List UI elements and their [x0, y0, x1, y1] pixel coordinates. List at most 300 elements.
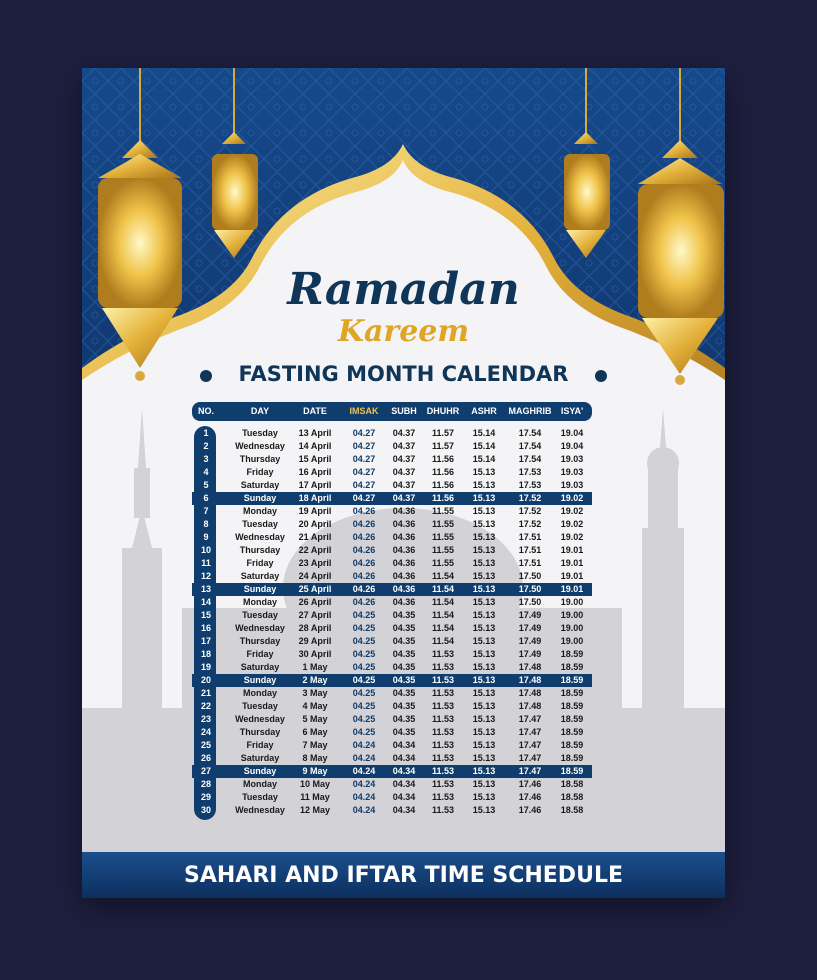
- cell-subh: 04.37: [392, 467, 416, 477]
- cell-dhuhr: 11.53: [431, 753, 455, 763]
- cell-imsak: 04.27: [352, 428, 376, 438]
- cell-day: Tuesday: [242, 792, 278, 802]
- cell-no: 26: [200, 753, 212, 763]
- cell-dhuhr: 11.53: [431, 675, 455, 685]
- cell-date: 27 April: [298, 610, 332, 620]
- cell-isya: 19.00: [560, 610, 584, 620]
- cell-ashr: 15.13: [472, 571, 496, 581]
- cell-dhuhr: 11.56: [431, 467, 455, 477]
- cell-ashr: 15.13: [472, 675, 496, 685]
- cell-maghrib: 17.51: [518, 558, 542, 568]
- cell-ashr: 15.13: [472, 493, 496, 503]
- cell-day: Saturday: [240, 480, 280, 490]
- cell-no: 20: [200, 675, 212, 685]
- cell-subh: 04.36: [392, 519, 416, 529]
- table-body: [192, 427, 592, 817]
- cell-date: 8 May: [302, 753, 328, 763]
- cell-maghrib: 17.49: [518, 649, 542, 659]
- cell-no: 6: [203, 493, 209, 503]
- cell-day: Thursday: [239, 454, 281, 464]
- cell-subh: 04.34: [392, 753, 416, 763]
- cell-isya: 18.59: [560, 753, 584, 763]
- cell-imsak: 04.26: [352, 519, 376, 529]
- cell-maghrib: 17.53: [518, 480, 542, 490]
- cell-date: 18 April: [298, 493, 332, 503]
- cell-day: Monday: [242, 506, 278, 516]
- cell-ashr: 15.13: [472, 792, 496, 802]
- cell-subh: 04.35: [392, 610, 416, 620]
- table-header: [192, 402, 592, 421]
- cell-maghrib: 17.52: [518, 506, 542, 516]
- cell-isya: 18.59: [560, 688, 584, 698]
- cell-date: 2 May: [302, 675, 328, 685]
- cell-dhuhr: 11.53: [431, 714, 455, 724]
- cell-imsak: 04.26: [352, 506, 376, 516]
- cell-dhuhr: 11.54: [431, 584, 455, 594]
- cell-dhuhr: 11.53: [431, 649, 455, 659]
- cell-subh: 04.36: [392, 558, 416, 568]
- cell-isya: 18.59: [560, 675, 584, 685]
- cell-imsak: 04.24: [352, 805, 376, 815]
- cell-no: 19: [200, 662, 212, 672]
- cell-isya: 19.02: [560, 493, 584, 503]
- table-row: [192, 518, 592, 531]
- cell-maghrib: 17.49: [518, 610, 542, 620]
- cell-subh: 04.35: [392, 649, 416, 659]
- cell-ashr: 15.13: [472, 688, 496, 698]
- cell-isya: 19.04: [560, 441, 584, 451]
- cell-ashr: 15.13: [472, 519, 496, 529]
- cell-imsak: 04.27: [352, 467, 376, 477]
- cell-imsak: 04.25: [352, 675, 376, 685]
- cell-day: Sunday: [243, 584, 277, 594]
- cell-ashr: 15.13: [472, 467, 496, 477]
- table-row: [192, 544, 592, 557]
- cell-date: 1 May: [302, 662, 328, 672]
- cell-subh: 04.36: [392, 571, 416, 581]
- cell-subh: 04.36: [392, 545, 416, 555]
- cell-ashr: 15.13: [472, 701, 496, 711]
- cell-subh: 04.37: [392, 493, 416, 503]
- cell-no: 16: [200, 623, 212, 633]
- cell-isya: 19.04: [560, 428, 584, 438]
- cell-isya: 18.59: [560, 662, 584, 672]
- cell-date: 3 May: [302, 688, 328, 698]
- cell-subh: 04.35: [392, 688, 416, 698]
- cell-subh: 04.37: [392, 428, 416, 438]
- cell-dhuhr: 11.57: [431, 441, 455, 451]
- cell-subh: 04.35: [392, 662, 416, 672]
- col-day: DAY: [250, 406, 270, 416]
- table-row: [192, 726, 592, 739]
- cell-maghrib: 17.51: [518, 532, 542, 542]
- table-row: [192, 557, 592, 570]
- cell-maghrib: 17.51: [518, 545, 542, 555]
- cell-day: Thursday: [239, 636, 281, 646]
- cell-day: Monday: [242, 779, 278, 789]
- cell-isya: 19.00: [560, 597, 584, 607]
- col-subh: SUBH: [391, 406, 417, 416]
- cell-date: 29 April: [298, 636, 332, 646]
- table-row: [192, 635, 592, 648]
- cell-dhuhr: 11.54: [431, 636, 455, 646]
- cell-isya: 19.00: [560, 636, 584, 646]
- table-row: [192, 791, 592, 804]
- cell-ashr: 15.13: [472, 662, 496, 672]
- cell-ashr: 15.13: [472, 532, 496, 542]
- cell-imsak: 04.27: [352, 441, 376, 451]
- cell-imsak: 04.27: [352, 454, 376, 464]
- cell-dhuhr: 11.53: [431, 805, 455, 815]
- cell-maghrib: 17.52: [518, 519, 542, 529]
- cell-isya: 19.01: [560, 558, 584, 568]
- cell-day: Wednesday: [235, 441, 285, 451]
- cell-no: 12: [200, 571, 212, 581]
- cell-maghrib: 17.49: [518, 623, 542, 633]
- cell-subh: 04.35: [392, 636, 416, 646]
- title-kareem: Kareem: [337, 314, 470, 349]
- table-row: [192, 466, 592, 479]
- cell-ashr: 15.13: [472, 610, 496, 620]
- cell-subh: 04.35: [392, 714, 416, 724]
- footer-banner: [82, 852, 725, 898]
- cell-dhuhr: 11.54: [431, 597, 455, 607]
- cell-no: 29: [200, 792, 212, 802]
- cell-dhuhr: 11.55: [431, 532, 455, 542]
- cell-maghrib: 17.50: [518, 584, 542, 594]
- cell-maghrib: 17.46: [518, 805, 542, 815]
- cell-no: 11: [201, 558, 211, 568]
- cell-ashr: 15.14: [472, 441, 496, 451]
- cell-dhuhr: 11.56: [431, 480, 455, 490]
- table-row: [192, 440, 592, 453]
- cell-day: Saturday: [240, 753, 280, 763]
- cell-isya: 18.59: [560, 766, 584, 776]
- cell-subh: 04.34: [392, 805, 416, 815]
- cell-subh: 04.36: [392, 506, 416, 516]
- cell-ashr: 15.13: [472, 558, 496, 568]
- cell-day: Saturday: [240, 571, 280, 581]
- heading-bullet-right: [595, 370, 607, 382]
- ramadan-poster: [82, 68, 725, 898]
- cell-ashr: 15.14: [472, 428, 496, 438]
- cell-imsak: 04.25: [352, 662, 376, 672]
- cell-no: 21: [200, 688, 212, 698]
- cell-maghrib: 17.54: [518, 454, 542, 464]
- cell-no: 23: [200, 714, 212, 724]
- cell-subh: 04.37: [392, 480, 416, 490]
- table-row: [192, 622, 592, 635]
- cell-ashr: 15.13: [472, 597, 496, 607]
- cell-no: 13: [200, 584, 212, 594]
- cell-no: 15: [200, 610, 212, 620]
- cell-dhuhr: 11.55: [431, 545, 455, 555]
- cell-isya: 18.59: [560, 727, 584, 737]
- cell-dhuhr: 11.53: [431, 792, 455, 802]
- cell-dhuhr: 11.53: [431, 740, 455, 750]
- cell-date: 10 May: [299, 779, 331, 789]
- table-row: [192, 778, 592, 791]
- cell-imsak: 04.25: [352, 649, 376, 659]
- cell-dhuhr: 11.53: [431, 779, 455, 789]
- cell-date: 28 April: [298, 623, 332, 633]
- cell-date: 13 April: [298, 428, 332, 438]
- cell-day: Wednesday: [235, 805, 285, 815]
- col-maghrib: MAGHRIB: [508, 406, 552, 416]
- col-ashr: ASHR: [471, 406, 497, 416]
- table-row: [192, 596, 592, 609]
- cell-imsak: 04.25: [352, 727, 376, 737]
- cell-subh: 04.35: [392, 623, 416, 633]
- cell-day: Tuesday: [242, 428, 278, 438]
- cell-day: Monday: [242, 688, 278, 698]
- cell-ashr: 15.13: [472, 766, 496, 776]
- cell-dhuhr: 11.53: [431, 662, 455, 672]
- cell-maghrib: 17.50: [518, 571, 542, 581]
- cell-day: Sunday: [243, 493, 277, 503]
- table-row: [192, 661, 592, 674]
- cell-subh: 04.36: [392, 532, 416, 542]
- cell-maghrib: 17.47: [518, 740, 542, 750]
- table-row: [192, 492, 592, 505]
- table-row: [192, 713, 592, 726]
- cell-imsak: 04.24: [352, 753, 376, 763]
- cell-dhuhr: 11.53: [431, 688, 455, 698]
- cell-day: Tuesday: [242, 610, 278, 620]
- cell-day: Saturday: [240, 662, 280, 672]
- cell-no: 3: [203, 454, 209, 464]
- table-row: [192, 648, 592, 661]
- table-row: [192, 479, 592, 492]
- cell-imsak: 04.24: [352, 740, 376, 750]
- cell-subh: 04.36: [392, 584, 416, 594]
- cell-day: Wednesday: [235, 532, 285, 542]
- cell-no: 25: [200, 740, 212, 750]
- cell-date: 17 April: [298, 480, 332, 490]
- cell-imsak: 04.27: [352, 493, 376, 503]
- cell-date: 9 May: [302, 766, 328, 776]
- cell-dhuhr: 11.54: [431, 610, 455, 620]
- cell-dhuhr: 11.54: [431, 623, 455, 633]
- cell-no: 18: [200, 649, 212, 659]
- cell-maghrib: 17.54: [518, 428, 542, 438]
- cell-day: Friday: [246, 740, 274, 750]
- cell-isya: 18.58: [560, 792, 584, 802]
- cell-date: 26 April: [298, 597, 332, 607]
- cell-date: 6 May: [302, 727, 328, 737]
- col-date: DATE: [303, 406, 327, 416]
- cell-maghrib: 17.48: [518, 701, 542, 711]
- cell-imsak: 04.26: [352, 597, 376, 607]
- cell-maghrib: 17.54: [518, 441, 542, 451]
- cell-ashr: 15.13: [472, 649, 496, 659]
- table-row: [192, 687, 592, 700]
- table-row: [192, 427, 592, 440]
- title-ramadan: Ramadan: [287, 264, 520, 315]
- cell-maghrib: 17.48: [518, 688, 542, 698]
- cell-maghrib: 17.47: [518, 727, 542, 737]
- table-row: [192, 583, 592, 596]
- cell-no: 7: [203, 506, 209, 516]
- cell-dhuhr: 11.54: [431, 571, 455, 581]
- cell-no: 14: [200, 597, 212, 607]
- cell-day: Wednesday: [235, 714, 285, 724]
- cell-ashr: 15.13: [472, 740, 496, 750]
- cell-no: 24: [200, 727, 212, 737]
- cell-maghrib: 17.46: [518, 779, 542, 789]
- table-row: [192, 765, 592, 778]
- cell-maghrib: 17.46: [518, 792, 542, 802]
- cell-no: 27: [200, 766, 212, 776]
- cell-isya: 18.59: [560, 714, 584, 724]
- col-isya: ISYA': [560, 406, 584, 416]
- cell-ashr: 15.13: [472, 584, 496, 594]
- cell-date: 23 April: [298, 558, 332, 568]
- cell-imsak: 04.26: [352, 532, 376, 542]
- cell-ashr: 15.13: [472, 714, 496, 724]
- cell-imsak: 04.27: [352, 480, 376, 490]
- cell-isya: 19.02: [560, 519, 584, 529]
- cell-no: 28: [200, 779, 212, 789]
- cell-no: 4: [203, 467, 209, 477]
- cell-maghrib: 17.47: [518, 714, 542, 724]
- cell-no: 10: [200, 545, 212, 555]
- cell-maghrib: 17.52: [518, 493, 542, 503]
- col-dhuhr: DHUHR: [426, 406, 460, 416]
- cell-dhuhr: 11.53: [431, 727, 455, 737]
- cell-subh: 04.35: [392, 675, 416, 685]
- cell-ashr: 15.13: [472, 727, 496, 737]
- cell-subh: 04.35: [392, 727, 416, 737]
- cell-isya: 18.59: [560, 740, 584, 750]
- cell-isya: 19.00: [560, 623, 584, 633]
- cell-date: 22 April: [298, 545, 332, 555]
- cell-subh: 04.34: [392, 792, 416, 802]
- cell-subh: 04.35: [392, 701, 416, 711]
- cell-subh: 04.34: [392, 766, 416, 776]
- cell-date: 12 May: [299, 805, 331, 815]
- cell-isya: 18.59: [560, 649, 584, 659]
- col-imsak: IMSAK: [349, 406, 379, 416]
- cell-no: 2: [203, 441, 209, 451]
- cell-ashr: 15.13: [472, 545, 496, 555]
- cell-isya: 18.58: [560, 805, 584, 815]
- col-no: NO.: [197, 406, 215, 416]
- cell-maghrib: 17.53: [518, 467, 542, 477]
- cell-dhuhr: 11.53: [431, 701, 455, 711]
- table-row: [192, 700, 592, 713]
- cell-subh: 04.36: [392, 597, 416, 607]
- cell-no: 30: [200, 805, 212, 815]
- table-row: [192, 453, 592, 466]
- cell-imsak: 04.25: [352, 714, 376, 724]
- cell-subh: 04.34: [392, 779, 416, 789]
- cell-ashr: 15.13: [472, 779, 496, 789]
- cell-day: Friday: [246, 467, 274, 477]
- cell-imsak: 04.24: [352, 792, 376, 802]
- table-row: [192, 570, 592, 583]
- cell-imsak: 04.26: [352, 571, 376, 581]
- cell-date: 11 May: [300, 792, 330, 802]
- cell-date: 14 April: [298, 441, 332, 451]
- cell-maghrib: 17.48: [518, 675, 542, 685]
- cell-ashr: 15.13: [472, 506, 496, 516]
- cell-no: 1: [203, 428, 209, 438]
- cell-imsak: 04.26: [352, 558, 376, 568]
- cell-dhuhr: 11.56: [431, 454, 455, 464]
- cell-date: 30 April: [298, 649, 332, 659]
- cell-day: Sunday: [243, 766, 277, 776]
- cell-imsak: 04.26: [352, 545, 376, 555]
- cell-no: 17: [200, 636, 212, 646]
- cell-isya: 19.01: [560, 571, 584, 581]
- cell-ashr: 15.13: [472, 623, 496, 633]
- cell-isya: 19.03: [560, 480, 584, 490]
- cell-isya: 19.03: [560, 467, 584, 477]
- cell-isya: 18.59: [560, 701, 584, 711]
- cell-imsak: 04.24: [352, 766, 376, 776]
- cell-ashr: 15.13: [472, 480, 496, 490]
- cell-date: 16 April: [298, 467, 332, 477]
- cell-date: 24 April: [298, 571, 332, 581]
- cell-ashr: 15.14: [472, 454, 496, 464]
- cell-day: Thursday: [239, 545, 281, 555]
- table-row: [192, 505, 592, 518]
- cell-maghrib: 17.47: [518, 766, 542, 776]
- cell-imsak: 04.24: [352, 779, 376, 789]
- cell-no: 5: [203, 480, 209, 490]
- cell-dhuhr: 11.55: [431, 558, 455, 568]
- cell-date: 5 May: [302, 714, 328, 724]
- cell-date: 7 May: [302, 740, 328, 750]
- cell-maghrib: 17.47: [518, 753, 542, 763]
- cell-no: 22: [200, 701, 212, 711]
- cell-day: Friday: [246, 558, 274, 568]
- cell-isya: 19.01: [560, 545, 584, 555]
- cell-imsak: 04.25: [352, 623, 376, 633]
- cell-subh: 04.37: [392, 454, 416, 464]
- cell-maghrib: 17.49: [518, 636, 542, 646]
- calendar-heading: FASTING MONTH CALENDAR: [238, 362, 569, 386]
- table-row: [192, 531, 592, 544]
- cell-no: 8: [203, 519, 209, 529]
- cell-no: 9: [203, 532, 209, 542]
- cell-imsak: 04.25: [352, 636, 376, 646]
- cell-imsak: 04.26: [352, 584, 376, 594]
- cell-day: Wednesday: [235, 623, 285, 633]
- cell-date: 19 April: [298, 506, 332, 516]
- footer-text: SAHARI AND IFTAR TIME SCHEDULE: [184, 863, 623, 888]
- table-row: [192, 752, 592, 765]
- cell-date: 25 April: [298, 584, 332, 594]
- cell-day: Monday: [242, 597, 278, 607]
- cell-isya: 19.02: [560, 532, 584, 542]
- cell-date: 4 May: [302, 701, 328, 711]
- cell-imsak: 04.25: [352, 688, 376, 698]
- cell-day: Thursday: [239, 727, 281, 737]
- cell-maghrib: 17.48: [518, 662, 542, 672]
- cell-imsak: 04.25: [352, 701, 376, 711]
- cell-imsak: 04.25: [352, 610, 376, 620]
- cell-maghrib: 17.50: [518, 597, 542, 607]
- table-row: [192, 674, 592, 687]
- cell-day: Friday: [246, 649, 274, 659]
- table-row: [192, 739, 592, 752]
- cell-day: Tuesday: [242, 701, 278, 711]
- cell-dhuhr: 11.57: [431, 428, 455, 438]
- cell-isya: 19.02: [560, 506, 584, 516]
- cell-subh: 04.37: [392, 441, 416, 451]
